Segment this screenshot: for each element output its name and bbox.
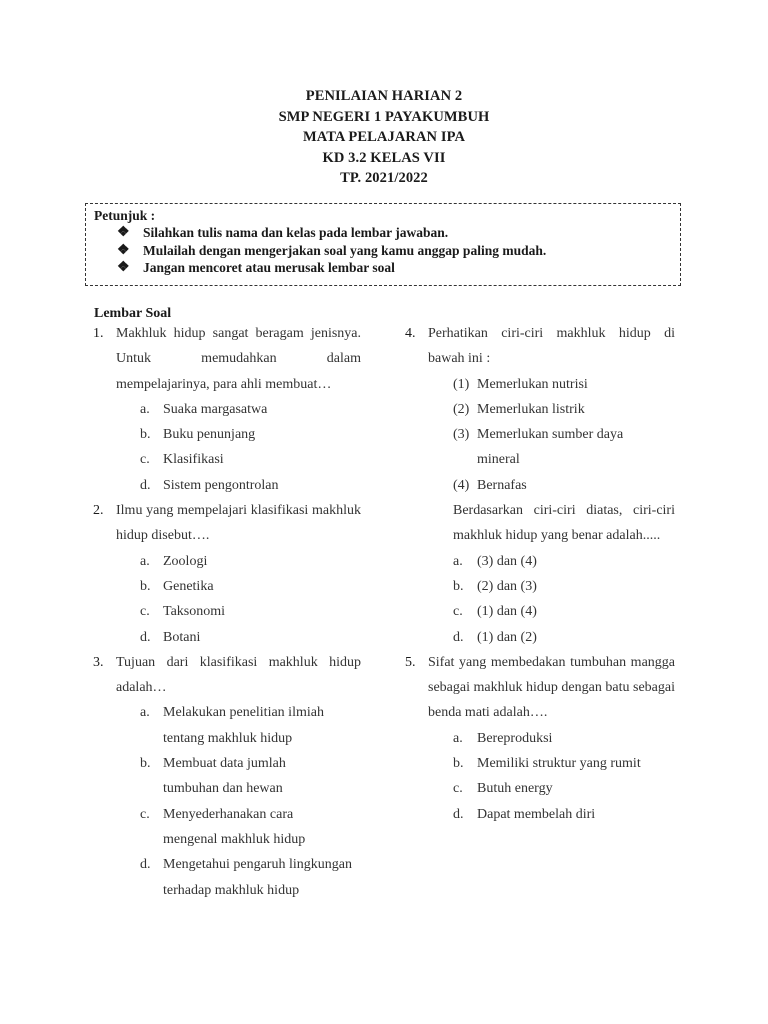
diamond-bullet-icon: ❖ [117,225,130,240]
criteria-text: Memerlukan sumber daya mineral [477,427,624,468]
criteria-item [405,372,675,397]
question-followup: Berdasarkan ciri-ciri diatas, ciri-ciri makhluk hidup yang benar adalah..... [453,503,675,544]
question-number: 2. [93,503,104,519]
option-text: Menyederhanakan cara mengenal makhluk hidup [163,806,306,847]
option-text: Mengetahui pengaruh lingkungan terhadap makhluk hidup [163,857,352,898]
school-year: TP. 2021/2022 [340,170,428,186]
option-label: c. [453,781,463,797]
question-number: 3. [93,654,104,670]
option-text: (2) dan (3) [477,578,537,594]
instruction-text: Jangan mencoret atau merusak lembar soal [143,260,395,275]
question-text: Ilmu yang mempelajari klasifikasi makhluk hidup disebut…. [116,503,361,544]
subject-name: MATA PELAJARAN IPA [302,129,466,145]
diamond-bullet-icon: ❖ [117,242,130,258]
option-text: Melakukan penelitian ilmiah tentang makhluk hidup [163,705,324,746]
option-label: d. [453,629,464,645]
option-text: Bereproduksi [477,730,553,746]
option-label: a. [453,730,463,746]
option-label: c. [140,806,150,822]
question-number: 4. [405,326,416,341]
answer-option [93,574,361,599]
left-column [93,321,361,903]
option-label: d. [140,857,151,873]
answer-option [93,397,361,422]
answer-option [93,852,355,903]
option-label: b. [453,578,464,594]
instruction-item [94,224,672,242]
answer-option [405,726,675,751]
instruction-text: Silahkan tulis nama dan kelas pada lembar jawaban. [143,225,449,240]
option-label: b. [140,578,151,594]
criteria-item [405,473,675,498]
criteria-text: Bernafas [477,477,527,493]
criteria-label: (2) [453,401,470,417]
question-text: Sifat yang membedakan tumbuhan mangga sebagai makhluk hidup dengan batu sebagai benda mati adalah…. [428,654,675,721]
option-text: (1) dan (2) [477,629,537,645]
option-text: Suaka margasatwa [163,401,268,417]
answer-option [93,473,361,498]
option-label: b. [140,756,151,772]
answer-option [405,802,675,827]
option-text: Klasifikasi [163,452,224,468]
question-4 [405,321,675,650]
criteria-label: (4) [453,477,470,493]
instructions-box [85,203,681,286]
option-label: b. [140,427,151,443]
answer-option [93,549,361,574]
option-label: a. [140,553,150,569]
option-label: a. [140,705,150,721]
option-label: d. [140,629,151,645]
assessment-title: PENILAIAN HARIAN 2 [305,88,463,104]
option-text: (3) dan (4) [477,553,537,569]
option-label: a. [453,553,463,569]
competency-class: KD 3.2 KELAS VII [322,149,446,166]
option-label: c. [140,604,150,620]
instruction-item [94,259,672,277]
question-2 [93,498,361,650]
option-text: Butuh energy [477,781,553,797]
answer-option [405,599,675,624]
answer-option [405,625,675,650]
question-number: 1. [93,326,104,341]
option-text: Membuat data jumlah tumbuhan dan hewan [163,756,286,797]
option-label: d. [140,477,151,493]
question-3 [93,650,361,903]
option-text: Zoologi [163,553,208,569]
criteria-item [405,397,675,422]
right-column [405,321,675,827]
option-text: (1) dan (4) [477,604,537,620]
option-text: Buku penunjang [163,427,256,443]
answer-option [405,574,675,599]
answer-option [93,700,343,751]
school-name: SMP NEGERI 1 PAYAKUMBUH [278,108,490,125]
criteria-item [405,422,650,473]
question-text: Makhluk hidup sangat beragam jenisnya. Untuk memudahkan dalam mempelajarinya, para ahli membuat… [116,326,361,392]
option-text: Taksonomi [163,604,226,620]
instruction-item [94,242,672,260]
answer-option [93,422,361,447]
option-text: Memiliki struktur yang rumit [477,756,641,772]
question-5 [405,650,675,827]
option-label: d. [453,806,464,822]
answer-option [93,802,333,853]
option-text: Genetika [163,578,214,594]
question-text: Tujuan dari klasifikasi makhluk hidup adalah… [116,654,361,696]
section-title: Lembar Soal [94,306,172,321]
option-label: c. [140,452,150,468]
instructions-title: Petunjuk : [94,208,156,223]
criteria-label: (1) [453,376,470,392]
criteria-text: Memerlukan listrik [477,401,585,417]
criteria-label: (3) [453,427,470,443]
document-header [0,86,768,189]
answer-option [93,599,361,624]
diamond-bullet-icon: ❖ [117,260,130,275]
option-text: Sistem pengontrolan [163,477,279,493]
question-text: Perhatikan ciri-ciri makhluk hidup di bawah ini : [428,326,675,367]
question-1 [93,321,361,498]
option-text: Botani [163,629,201,645]
answer-option [93,625,361,650]
answer-option [93,751,318,802]
answer-option [405,549,675,574]
option-label: c. [453,604,463,620]
option-label: a. [140,401,150,417]
option-text: Dapat membelah diri [477,806,596,822]
answer-option [405,751,675,776]
question-number: 5. [405,654,416,670]
criteria-text: Memerlukan nutrisi [477,376,588,392]
answer-option [93,447,361,472]
answer-option [405,776,675,801]
instruction-text: Mulailah dengan mengerjakan soal yang kamu anggap paling mudah. [143,242,547,258]
option-label: b. [453,756,464,772]
